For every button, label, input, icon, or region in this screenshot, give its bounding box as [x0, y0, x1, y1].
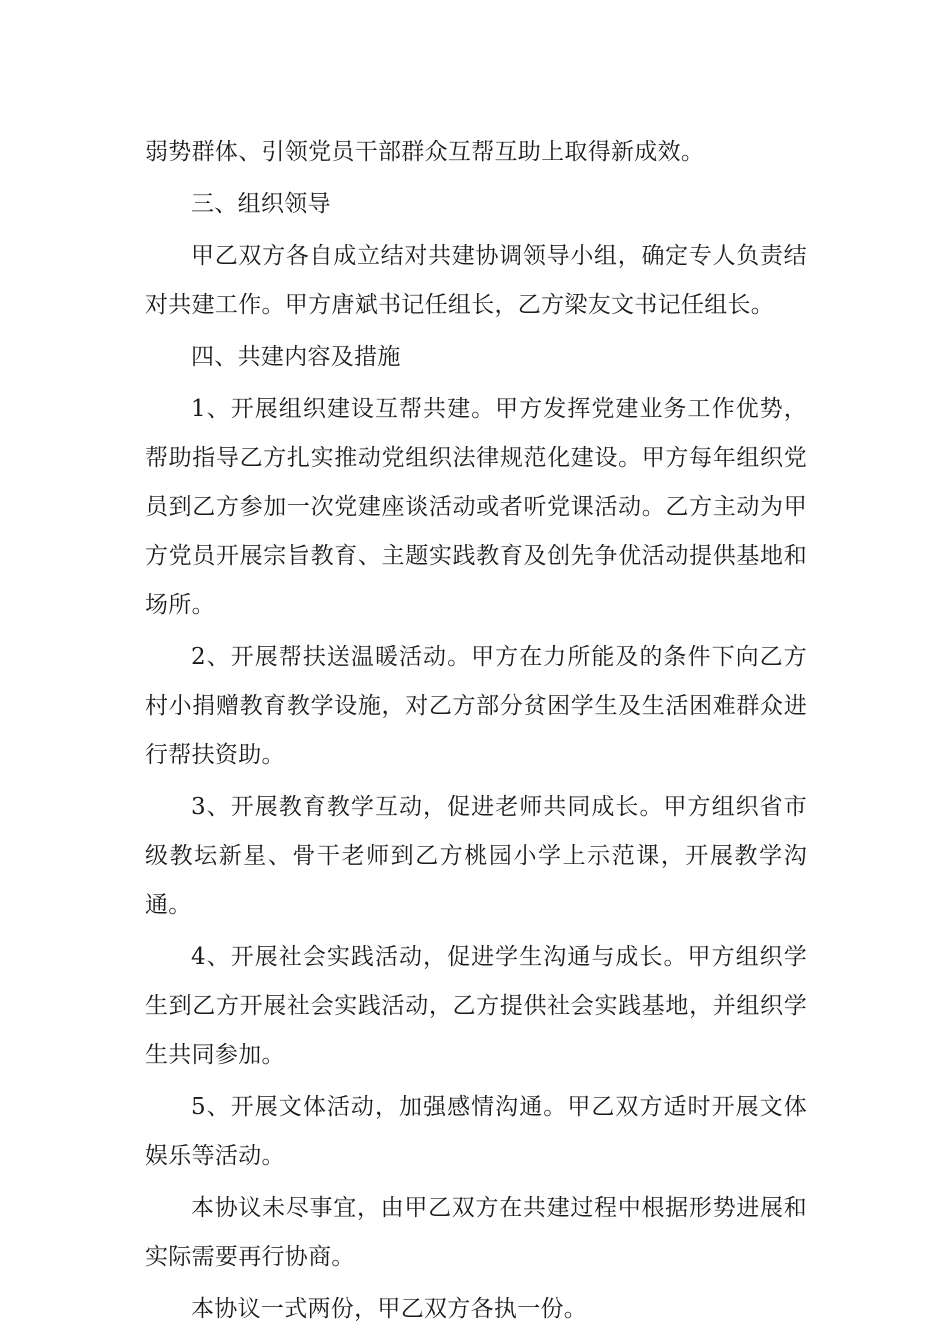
paragraph-copies: 本协议一式两份，甲乙双方各执一份。 [191, 1296, 588, 1322]
list-item-3: 3、开展教育教学互动，促进老师共同成长。甲方组织省市级教坛新星、骨干老师到乙方桃园小学上示范课，开展教学沟通。 [145, 794, 807, 918]
section-heading-content-measures: 四、共建内容及措施 [191, 344, 401, 370]
list-item-4: 4、开展社会实践活动，促进学生沟通与成长。甲方组织学生到乙方开展社会实践活动，乙方提供社会实践基地，并组织学生共同参加。 [145, 944, 807, 1068]
paragraph-unresolved-matters: 本协议未尽事宜，由甲乙双方在共建过程中根据形势进展和实际需要再行协商。 [145, 1195, 807, 1270]
list-item-2: 2、开展帮扶送温暖活动。甲方在力所能及的条件下向乙方村小捐赠教育教学设施，对乙方部分贫困学生及生活困难群众进行帮扶资助。 [145, 644, 807, 768]
list-item-5: 5、开展文体活动，加强感情沟通。甲乙双方适时开展文体娱乐等活动。 [145, 1094, 807, 1169]
document-body [145, 128, 807, 1337]
section-heading-organization: 三、组织领导 [191, 191, 331, 217]
paragraph-continuation: 弱势群体、引领党员干部群众互帮互助上取得新成效。 [145, 139, 705, 165]
list-item-1: 1、开展组织建设互帮共建。甲方发挥党建业务工作优势，帮助指导乙方扎实推动党组织法律规范化建设。甲方每年组织党员到乙方参加一次党建座谈活动或者听党课活动。乙方主动为甲方党员开展宗旨教育、主题实践教育及创先争优活动提供基地和场所。 [145, 396, 807, 618]
paragraph-organization: 甲乙双方各自成立结对共建协调领导小组，确定专人负责结对共建工作。甲方唐斌书记任组长，乙方梁友文书记任组长。 [145, 243, 807, 318]
